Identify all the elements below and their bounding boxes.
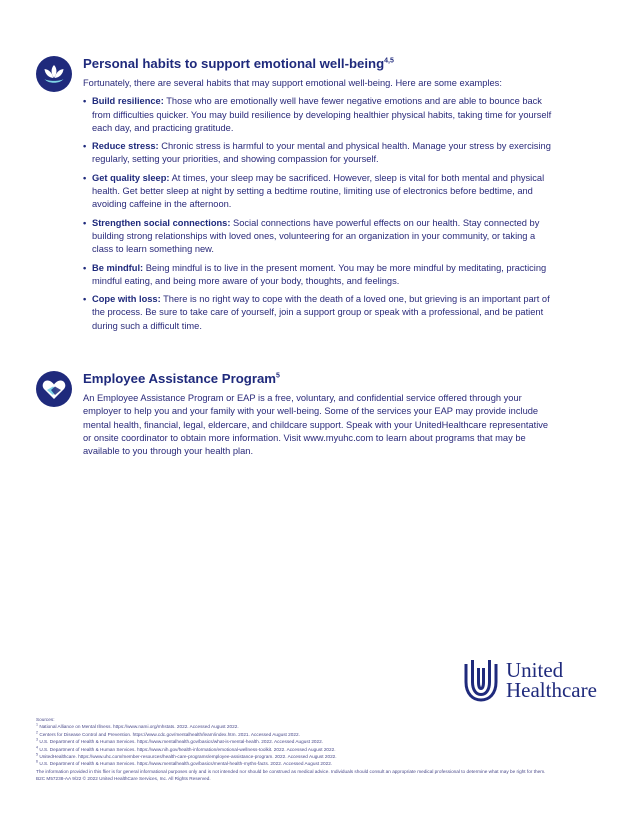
section2-body: An Employee Assistance Program or EAP is a free, voluntary, and confidential service offered through your employer to help you and your family with your well-being. Some of the services your EAP may provide include mental health, financial, legal, eldercare, and childcare support. Speak with your UnitedHealthcare representative or onsite coordinator to obtain more information. Visit www.myuhc.com to learn about programs that may be available to you through your health plan. (83, 393, 549, 457)
source-item: $^5$ UnitedHealthcare. https://www.uhc.com/member-resources/health-care-programs/employee-assistance-program. 2022. Accessed August 2022. (36, 752, 337, 760)
source-item: $^4$ U.S. Department of Health & Human Services. https://www.nih.gov/health-information/emotional-wellness-toolkit. 2022. Accessed August 2022. (36, 745, 336, 752)
source-item: $^3$ U.S. Department of Health & Human Services. https://www.mentalhealth.gov/basics/what-is-mental-health. 2022. Accessed August 2022. (36, 737, 324, 745)
list-item: • Cope with loss: There is no right way to cope with the death of a loved one, but grieving is an important part of the process. Be sure to take care of yourself, join a support group or speak with a professional, and be patient during such a difficult time. (83, 293, 553, 333)
sources-heading: Sources: (36, 717, 55, 722)
heart-hands-icon (36, 371, 72, 407)
habit-list (83, 95, 553, 333)
sources-footnotes (36, 716, 604, 783)
source-item: $^1$ National Alliance on Mental Illness. https://www.nami.org/mhstats. 2022. Accessed August 2022. (36, 722, 239, 730)
source-item: $^6$ U.S. Department of Health & Human Services. https://www.mentalhealth.gov/basics/mental-health-myths-facts. 2022. Accessed August 2022. (36, 759, 333, 767)
logo-wordmark: United Healthcare (506, 658, 597, 702)
section1-content (83, 56, 553, 338)
list-item: • Build resilience: Those who are emotionally well have fewer negative emotions and are able to bounce back from difficulties quicker. You may build resilience by developing healthier physical habits, taking time for yourself each day, and practicing gratitude. (83, 95, 553, 135)
section1-title: Personal habits to support emotional well-being$^{4,5}$ (83, 56, 394, 71)
legal-footer: B2C M57238-AA 9/22 © 2022 United HealthCare Services, Inc. All Rights Reserved. (36, 776, 211, 782)
list-item: • Strengthen social connections: Social connections have powerful effects on our health. Stay connected by building strong relationships with loved ones, volunteering for an organization in your community, or taking a class to learn something new. (83, 217, 553, 257)
unitedhealthcare-logo (464, 658, 624, 708)
lotus-icon (36, 56, 72, 92)
list-item: • Get quality sleep: At times, your sleep may be sacrificed. However, sleep is vital for both mental and physical health. Get better sleep at night by setting a bedtime routine, limiting use of electronics before bedtime, and avoiding caffeine in the afternoon. (83, 172, 553, 212)
list-item: • Reduce stress: Chronic stress is harmful to your mental and physical health. Manage your stress by exercising regularly, setting your priorities, and showing compassion for yourself. (83, 140, 553, 167)
disclaimer: The information provided in this flier is for general informational purposes only and is not intended nor should be construed as medical advice. Individuals should consult an appropriate medical professional to determine what may be right for them. (36, 768, 546, 774)
section2-title: Employee Assistance Program$^5$ (83, 371, 280, 386)
source-item: $^2$ Centers for Disease Control and Prevention. https://www.cdc.gov/mentalhealth/learn/index.htm. 2021. Accessed August 2022. (36, 730, 300, 737)
section1-intro: Fortunately, there are several habits that may support emotional well-being. Here are some examples: (83, 78, 502, 88)
section2-content (83, 371, 553, 458)
list-item: • Be mindful: Being mindful is to live in the present moment. You may be more mindful by meditating, practicing mindful eating, and being more aware of your body, thoughts, and feelings. (83, 262, 553, 289)
uhc-u-mark-icon (464, 658, 498, 702)
